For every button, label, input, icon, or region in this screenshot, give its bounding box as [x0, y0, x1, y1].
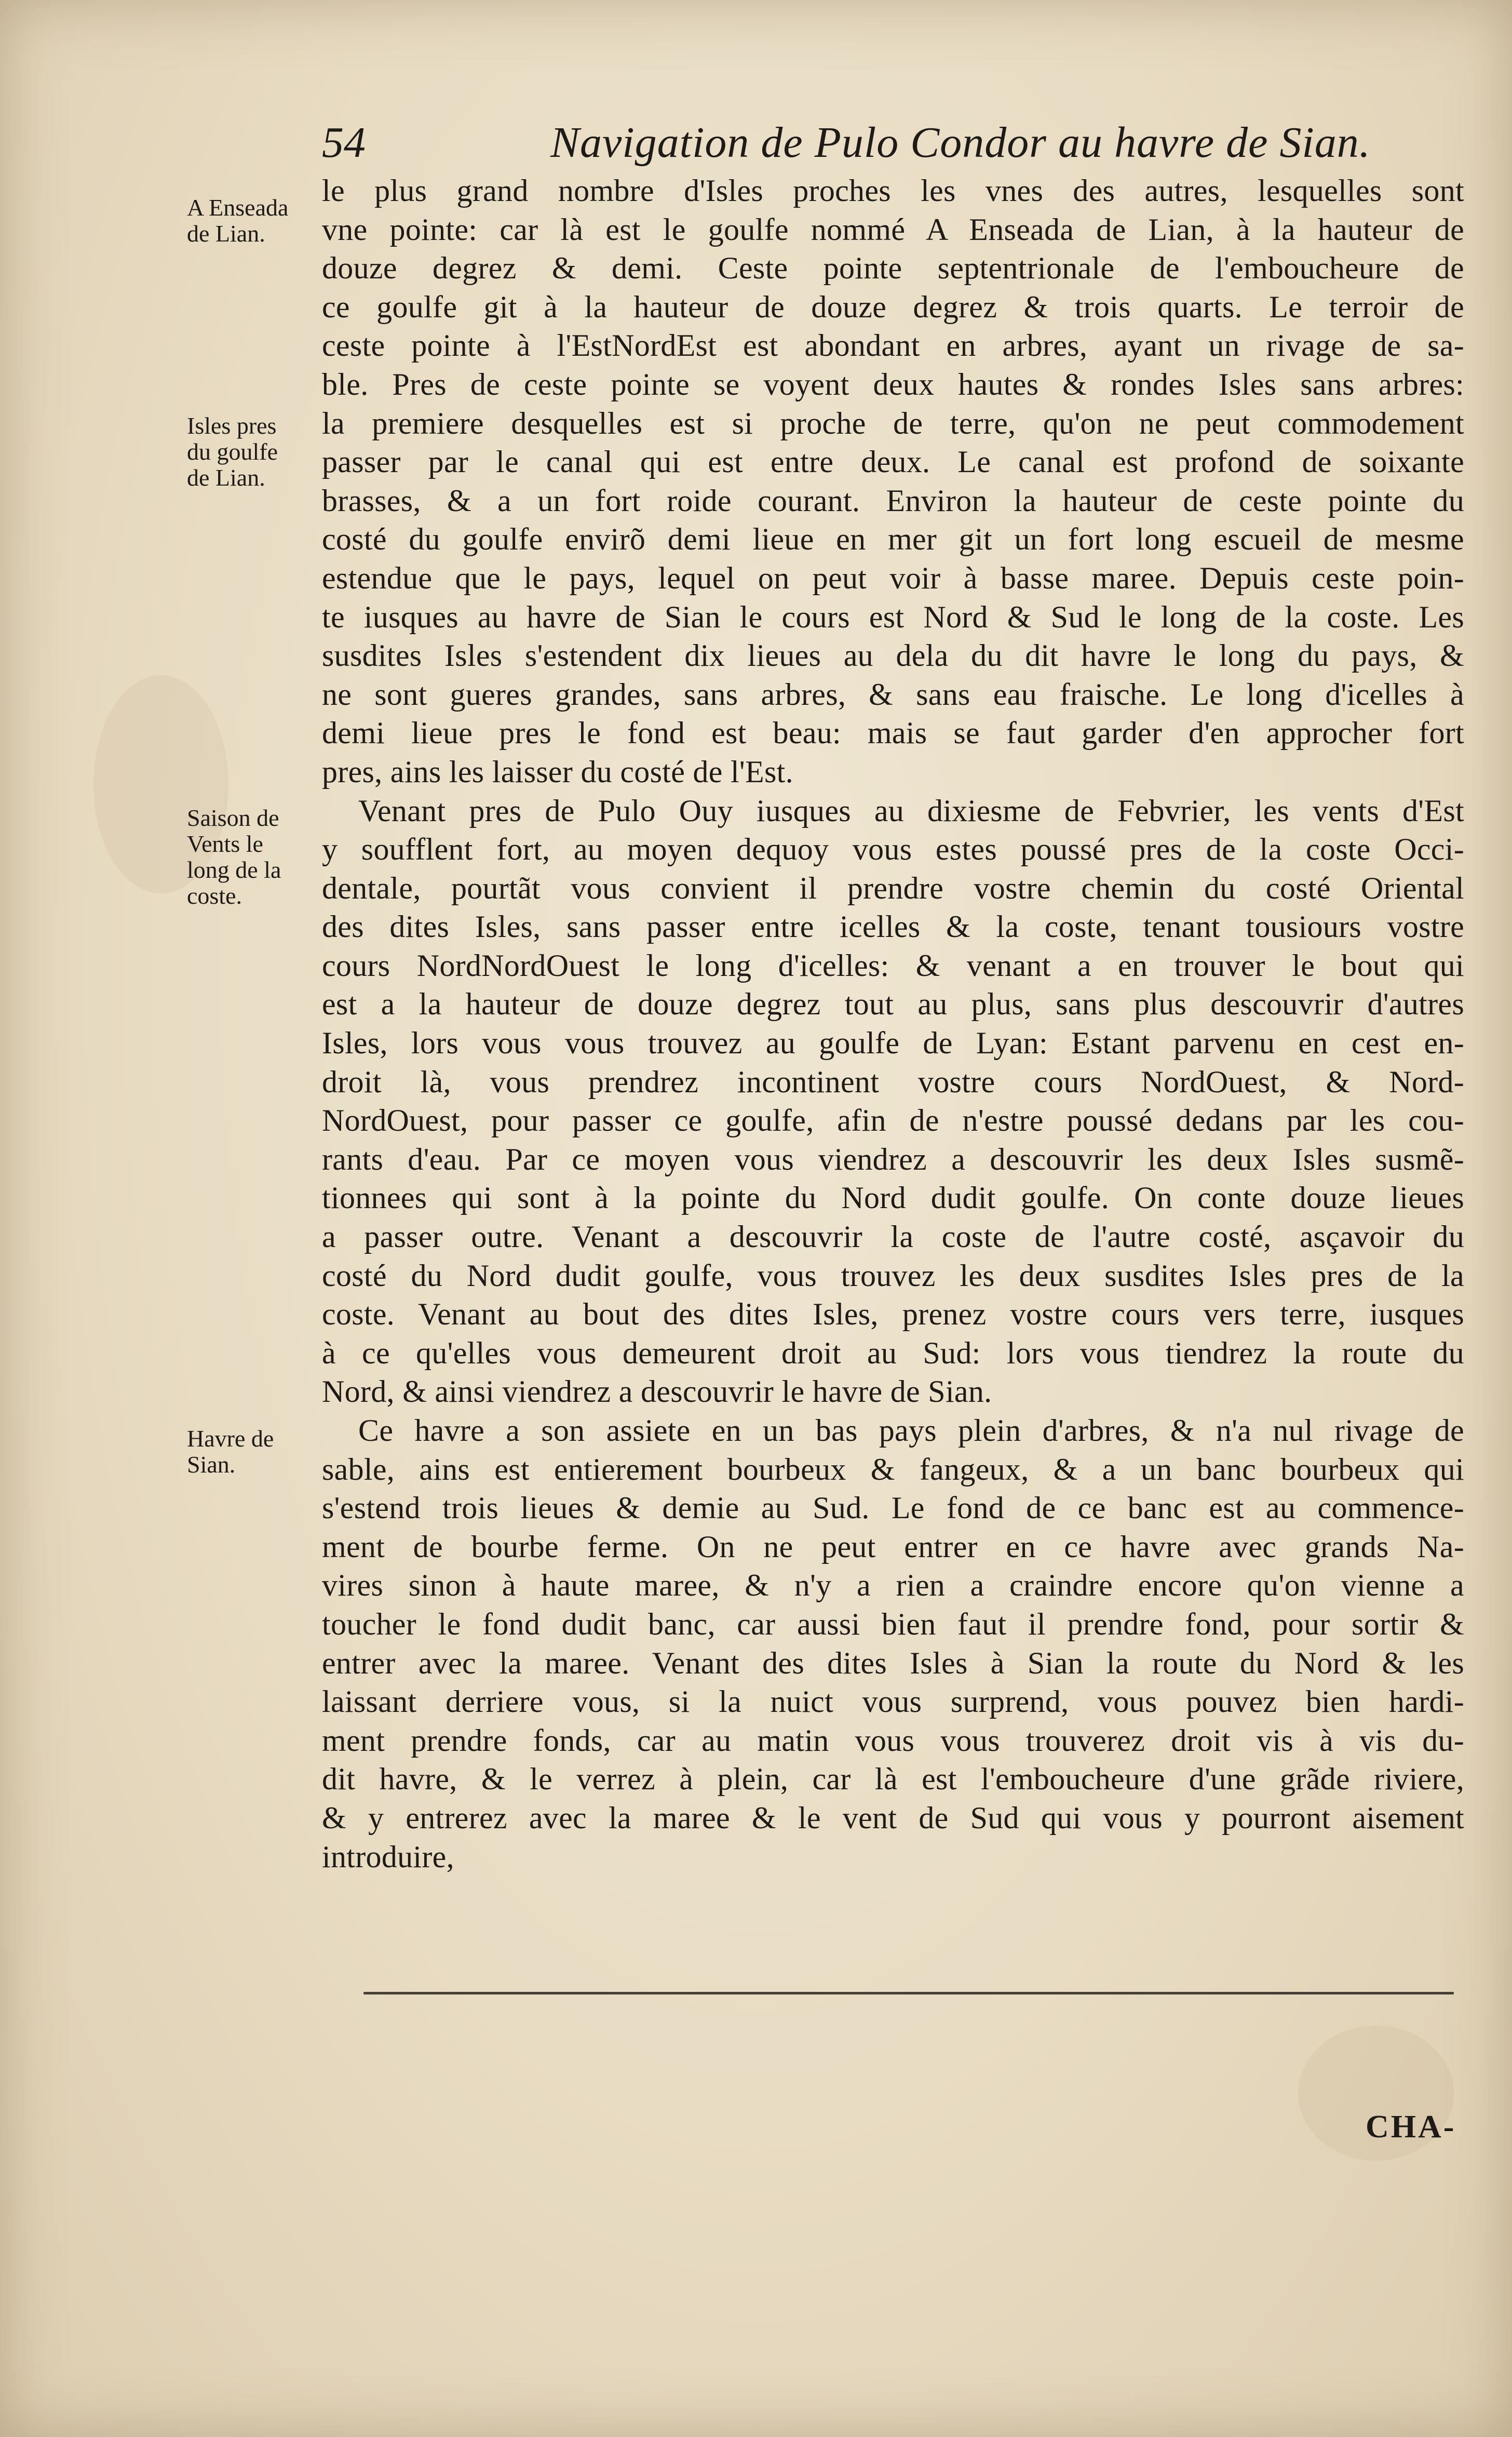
text-line: Nord, & ainsi viendrez a descouvrir le havre de Sian.: [322, 1374, 992, 1409]
text-line: des dites Isles, sans passer entre icelles & la coste, tenant tousiours vostre: [322, 909, 1464, 944]
text-line: & y entrerez avec la maree & le vent de Sud qui vous y pourront aisement: [322, 1800, 1464, 1835]
text-line: estendue que le pays, lequel on peut voir à basse maree. Depuis ceste poin-: [322, 560, 1464, 595]
text-line: ment prendre fonds, car au matin vous vous trouverez droit vis à vis du-: [322, 1723, 1464, 1758]
text-line: s'estend trois lieues & demie au Sud. Le fond de ce banc est au commence-: [322, 1491, 1464, 1525]
text-line: NordOuest, pour passer ce goulfe, afin de n'estre poussé dedans par les cou-: [322, 1103, 1464, 1138]
text-line: coste. Venant au bout des dites Isles, prenez vostre cours vers terre, iusques: [322, 1297, 1464, 1332]
text-line: a passer outre. Venant a descouvrir la coste de l'autre costé, asçavoir du: [322, 1220, 1464, 1254]
text-line: toucher le fond dudit banc, car aussi bien faut il prendre fond, pour sortir &: [322, 1606, 1464, 1641]
text-line: Venant pres de Pulo Ouy iusques au dixiesme de Febvrier, les vents d'Est: [358, 793, 1464, 828]
horizontal-rule: [363, 1992, 1454, 1994]
margin-note-line: coste.: [187, 882, 242, 909]
text-line: ne sont gueres grandes, sans arbres, & sans eau fraische. Le long d'icelles à: [322, 677, 1464, 712]
text-line: Ce havre a son assiete en un bas pays plein d'arbres, & n'a nul rivage de: [358, 1413, 1464, 1448]
text-line: y soufflent fort, au moyen dequoy vous estes poussé pres de la coste Occi-: [322, 832, 1464, 867]
margin-note-line: de Lian.: [187, 220, 265, 247]
text-line: ble. Pres de ceste pointe se voyent deux hautes & rondes Isles sans arbres:: [322, 367, 1464, 401]
margin-note-line: A Enseada: [187, 194, 289, 221]
text-line: le plus grand nombre d'Isles proches les vnes des autres, lesquelles sont: [322, 173, 1464, 208]
text-line: dentale, pourtãt vous convient il prendre vostre chemin du costé Oriental: [322, 871, 1464, 905]
text-line: droit là, vous prendrez incontinent vostre cours NordOuest, & Nord-: [322, 1064, 1464, 1099]
text-line: passer par le canal qui est entre deux. Le canal est profond de soixante: [322, 445, 1464, 479]
margin-note-line: Vents le: [187, 831, 263, 857]
margin-note-line: Havre de: [187, 1425, 274, 1452]
text-line: cours NordNordOuest le long d'icelles: & venant a en trouver le bout qui: [322, 948, 1464, 983]
text-line: rants d'eau. Par ce moyen vous viendrez a descouvrir les deux Isles susmẽ-: [322, 1142, 1464, 1176]
running-title: Navigation de Pulo Condor au havre de Sian.: [550, 118, 1371, 167]
catchword: CHA-: [1366, 2109, 1456, 2145]
text-line: brasses, & a un fort roide courant. Environ la hauteur de ceste pointe du: [322, 483, 1464, 518]
text-line: la premiere desquelles est si proche de terre, qu'on ne peut commodement: [322, 406, 1464, 440]
text-line: dit havre, & le verrez à plein, car là est l'emboucheure d'une grãde riviere,: [322, 1762, 1464, 1797]
text-line: costé du goulfe envirõ demi lieue en mer git un fort long escueil de mesme: [322, 522, 1464, 557]
margin-note-line: Saison de: [187, 805, 279, 831]
margin-note-saison: [187, 805, 317, 909]
text-line: à ce qu'elles vous demeurent droit au Sud: lors vous tiendrez la route du: [322, 1335, 1464, 1370]
text-line: douze degrez & demi. Ceste pointe septentrionale de l'emboucheure de: [322, 251, 1464, 286]
margin-note-line: Isles pres: [187, 412, 277, 439]
text-line: susdites Isles s'estendent dix lieues au dela du dit havre le long du pays, &: [322, 638, 1464, 673]
margin-note-line: de Lian.: [187, 464, 265, 491]
text-line: pres, ains les laisser du costé de l'Est.: [322, 754, 793, 789]
margin-note-line: Sian.: [187, 1451, 236, 1478]
margin-note-line: long de la: [187, 856, 281, 883]
text-line: est a la hauteur de douze degrez tout au plus, sans plus descouvrir d'autres: [322, 987, 1464, 1022]
text-line: introduire,: [322, 1839, 454, 1874]
margin-note-line: du goulfe: [187, 438, 278, 465]
text-line: te iusques au havre de Sian le cours est Nord & Sud le long de la coste. Les: [322, 599, 1464, 634]
margin-note-enseada: [187, 195, 317, 247]
body-text: [322, 171, 1464, 1876]
page-number: 54: [322, 118, 366, 167]
text-line: Isles, lors vous vous trouvez au goulfe de Lyan: Estant parvenu en cest en-: [322, 1026, 1464, 1061]
text-line: vne pointe: car là est le goulfe nommé A Enseada de Lian, à la hauteur de: [322, 212, 1464, 247]
text-line: costé du Nord dudit goulfe, vous trouvez les deux susdites Isles pres de la: [322, 1258, 1464, 1293]
text-line: vires sinon à haute maree, & n'y a rien a craindre encore qu'on vienne a: [322, 1568, 1464, 1603]
text-line: tionnees qui sont à la pointe du Nord dudit goulfe. On conte douze lieues: [322, 1181, 1464, 1215]
text-line: demi lieue pres le fond est beau: mais se faut garder d'en approcher fort: [322, 716, 1464, 751]
text-line: entrer avec la maree. Venant des dites Isles à Sian la route du Nord & les: [322, 1645, 1464, 1680]
text-line: ceste pointe à l'EstNordEst est abondant en arbres, ayant un rivage de sa-: [322, 328, 1464, 363]
text-line: ce goulfe git à la hauteur de douze degrez & trois quarts. Le terroir de: [322, 289, 1464, 324]
text-line: ment de bourbe ferme. On ne peut entrer en ce havre avec grands Na-: [322, 1529, 1464, 1564]
margin-note-havre: [187, 1426, 317, 1478]
running-head: [322, 112, 1464, 174]
margin-note-isles: [187, 413, 317, 491]
text-line: laissant derriere vous, si la nuict vous surprend, vous pouvez bien hardi-: [322, 1684, 1464, 1719]
text-line: sable, ains est entierement bourbeux & fangeux, & a un banc bourbeux qui: [322, 1452, 1464, 1487]
